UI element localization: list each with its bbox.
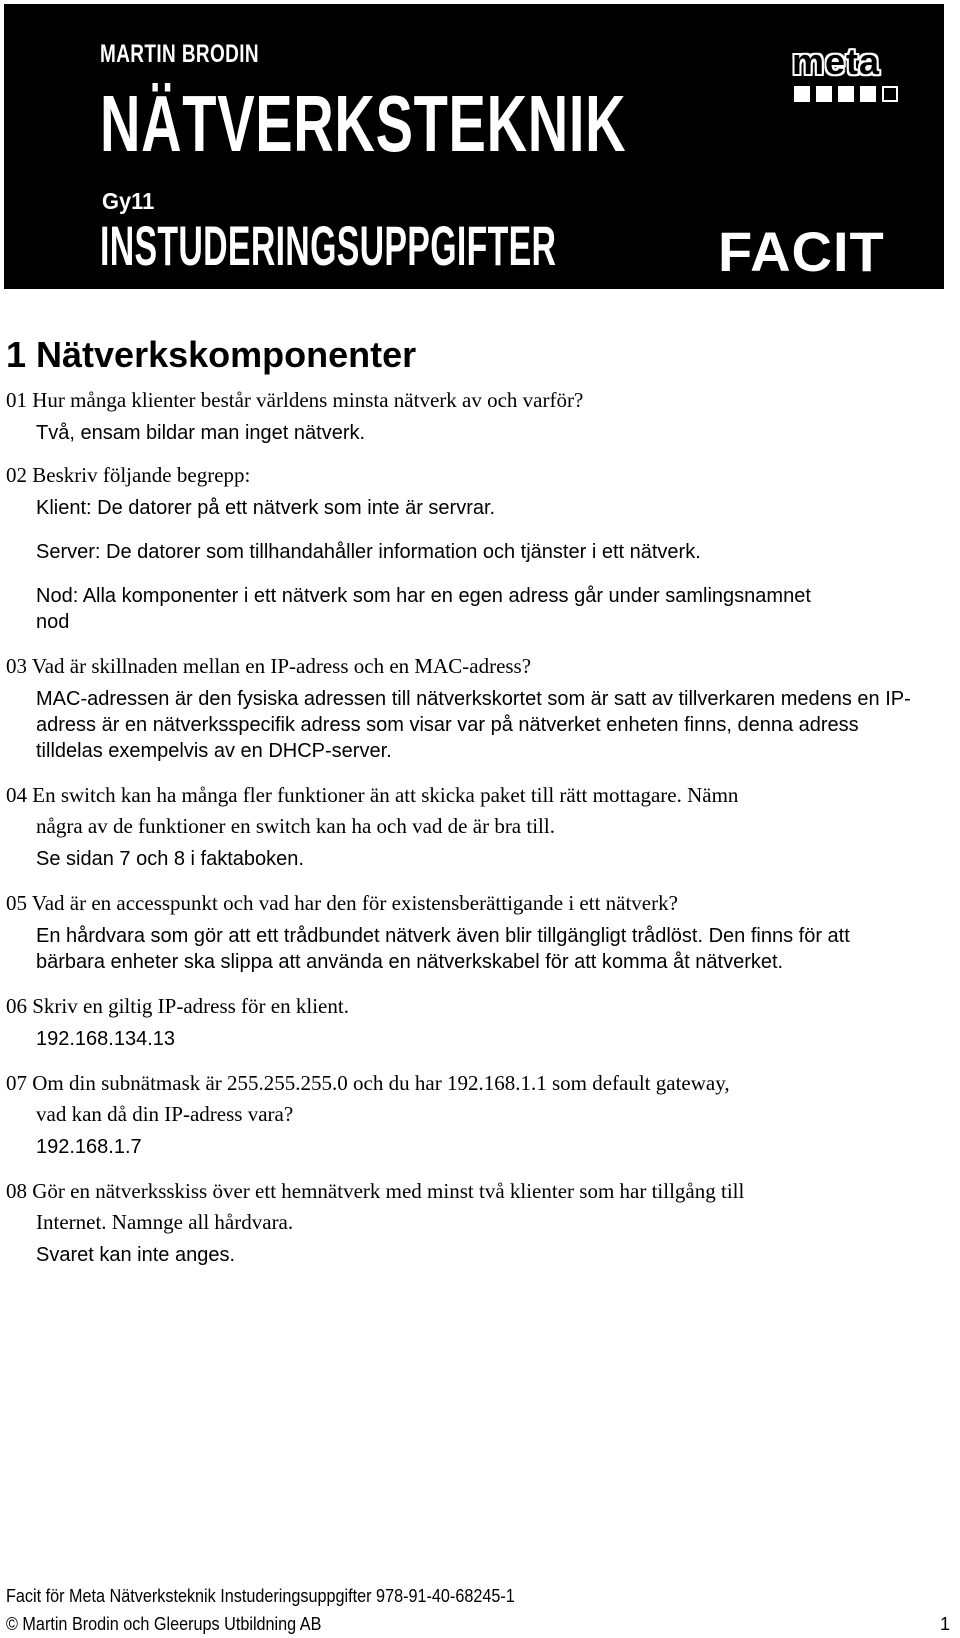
facit-label: FACIT: [718, 220, 885, 283]
question-block: [6, 1068, 946, 1160]
question-text-continued: några av de funktioner en switch kan ha och vad de är bra till.: [36, 814, 555, 838]
question-text: 01 Hur många klienter består världens minsta nätverk av och varför?: [6, 388, 584, 412]
answer-text: Två, ensam bildar man inget nätverk.: [36, 422, 366, 444]
answer-text: 192.168.1.7: [36, 1136, 142, 1158]
question-text-continued: vad kan då din IP-adress vara?: [36, 1102, 294, 1126]
question-block: [6, 888, 946, 975]
question-text: 07 Om din subnätmask är 255.255.255.0 och du har 192.168.1.1 som default gateway,: [6, 1071, 730, 1095]
logo-text: meta: [792, 41, 881, 82]
question-block: [6, 385, 946, 446]
answer-text: Server: De datorer som tillhandahåller information och tjänster i ett nätverk.: [36, 541, 701, 563]
meta-logo: [792, 41, 902, 104]
question-block: [6, 780, 946, 872]
footer-copyright: © Martin Brodin och Gleerups Utbildning AB: [6, 1614, 322, 1634]
question-text: 04 En switch kan ha många fler funktioner än att skicka paket till rätt mottagare. Nämn: [6, 783, 739, 807]
answer-text: En hårdvara som gör att ett trådbundet nätverk även blir tillgängligt trådlöst. Den finns för att bärbara enheter ska slippa att använda en nätverkskabel för att komma åt nätverket.: [36, 925, 850, 973]
grade-label: Gy11: [102, 188, 155, 214]
footer-book-info: Facit för Meta Nätverksteknik Instuderingsuppgifter 978-91-40-68245-1: [6, 1586, 515, 1606]
chapter-heading: 1 Nätverkskomponenter: [6, 334, 417, 375]
document-body: [6, 333, 946, 1282]
page-number: 1: [939, 1614, 950, 1634]
answer-text: Nod: Alla komponenter i ett nätverk som har en egen adress går under samlingsnamnet nod: [36, 585, 811, 633]
question-text: 03 Vad är skillnaden mellan en IP-adress och en MAC-adress?: [6, 654, 532, 678]
question-block: [6, 991, 946, 1052]
question-text: 06 Skriv en giltig IP-adress för en klient.: [6, 994, 349, 1018]
question-text: 08 Gör en nätverksskiss över ett hemnätverk med minst två klienter som har tillgång till: [6, 1179, 745, 1203]
answer-text: MAC-adressen är den fysiska adressen till nätverkskortet som är satt av tillverkaren medens en IP-adress är en nätverksspecifik adress som visar var på nätverket enheten finns, denna adress tilldelas exempelvis av en DHCP-server.: [36, 688, 911, 762]
logo-squares-icon: [794, 86, 898, 102]
author-name: MARTIN BRODIN: [100, 40, 260, 68]
answer-text: 192.168.134.13: [36, 1028, 176, 1050]
answer-text: Svaret kan inte anges.: [36, 1244, 236, 1266]
answer-text: Klient: De datorer på ett nätverk som inte är servrar.: [36, 497, 496, 519]
question-text: 02 Beskriv följande begrepp:: [6, 463, 251, 487]
question-block: [6, 651, 946, 764]
cover-banner: [4, 4, 944, 289]
question-text: 05 Vad är en accesspunkt och vad har den för existensberättigande i ett nätverk?: [6, 891, 678, 915]
question-text-continued: Internet. Namnge all hårdvara.: [36, 1210, 294, 1234]
question-block: [6, 460, 946, 635]
book-title: NÄTVERKSTEKNIK: [100, 79, 627, 168]
question-block: [6, 1176, 946, 1268]
answer-text: Se sidan 7 och 8 i faktaboken.: [36, 848, 304, 870]
book-subtitle: INSTUDERINGSUPPGIFTER: [100, 214, 557, 277]
